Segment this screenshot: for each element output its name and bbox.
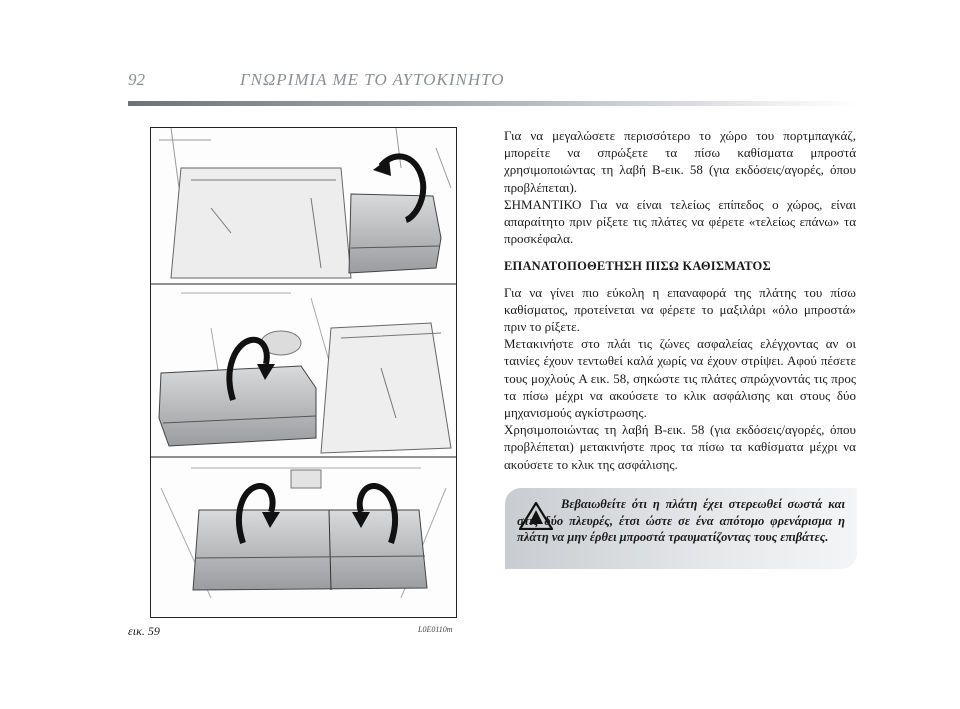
body-text <box>504 127 856 473</box>
running-title: ΓΝΩΡΙΜΙΑ ΜΕ ΤΟ ΑΥΤΟΚΙΝΗΤΟ <box>240 70 505 89</box>
section-heading: ΕΠΑΝΑΤΟΠΟΘΕΤΗΣΗ ΠΙΣΩ ΚΑΘΙΣΜΑΤΟΣ <box>504 259 771 274</box>
paragraph: Μετακινήστε στο πλάι τις ζώνες ασφαλείας ελέγχοντας αν οι ταινίες έχουν τεντωθεί καλά χωρίς να έχουν στρίψει. Αφού πέσετε τους μοχλούς A εικ. 58, σηκώστε τις πλάτες σπρώχνοντάς τις προς τα πίσω μέχρι να ακούσετε το κλικ ασφάλισης και στους δύο μηχανισμούς αγκίστρωσης. <box>504 336 856 421</box>
paragraph: ΣΗΜΑΝΤΙΚΟ Για να είναι τελείως επίπεδος ο χώρος, είναι απαραίτητο πριν ρίξετε τις πλάτες να φέρετε «τελείως επάνω» τα προσκέφαλα. <box>504 196 856 247</box>
warning-box <box>505 488 857 569</box>
warning-text: Βεβαιωθείτε ότι η πλάτη έχει στερεωθεί σωστά και στις δύο πλευρές, έτσι ώστε σε ένα απότομο φρενάρισμα η πλάτη να μην έρθει μπροστά τραυματίζοντας τους επιβάτες. <box>517 497 845 544</box>
seat-illustration <box>150 127 457 618</box>
panel-raise-both <box>151 458 456 617</box>
header-rule <box>128 101 858 106</box>
figure-code: L0E0110m <box>418 625 453 634</box>
paragraph: Για να μεγαλώσετε περισσότερο το χώρο του πορτμπαγκάζ, μπορείτε να σπρώξετε τα πίσω καθίσματα μπροστά χρησιμοποιώντας τη λαβή B-εικ. 58 (για εκδόσεις/αγορές, όπου προβλέπεται). <box>504 128 856 195</box>
panel-folded-seat <box>151 128 456 284</box>
page-number: 92 <box>128 70 145 89</box>
paragraph: Για να γίνει πιο εύκολη η επαναφορά της πλάτης του πίσω καθίσματος, προτείνεται να φέρετε το μαξιλάρι «όλο μπροστά» πριν το ρίξετε. <box>504 284 856 335</box>
paragraph: Χρησιμοποιώντας τη λαβή B-εικ. 58 (για εκδόσεις/αγορές, όπου προβλέπεται) μετακινήστε προς τα πίσω τα καθίσματα μέχρι να ακούσετε το κλικ της ασφάλισης. <box>504 422 856 472</box>
figure-caption: εικ. 59 <box>128 624 160 638</box>
panel-raise-left <box>151 285 456 457</box>
